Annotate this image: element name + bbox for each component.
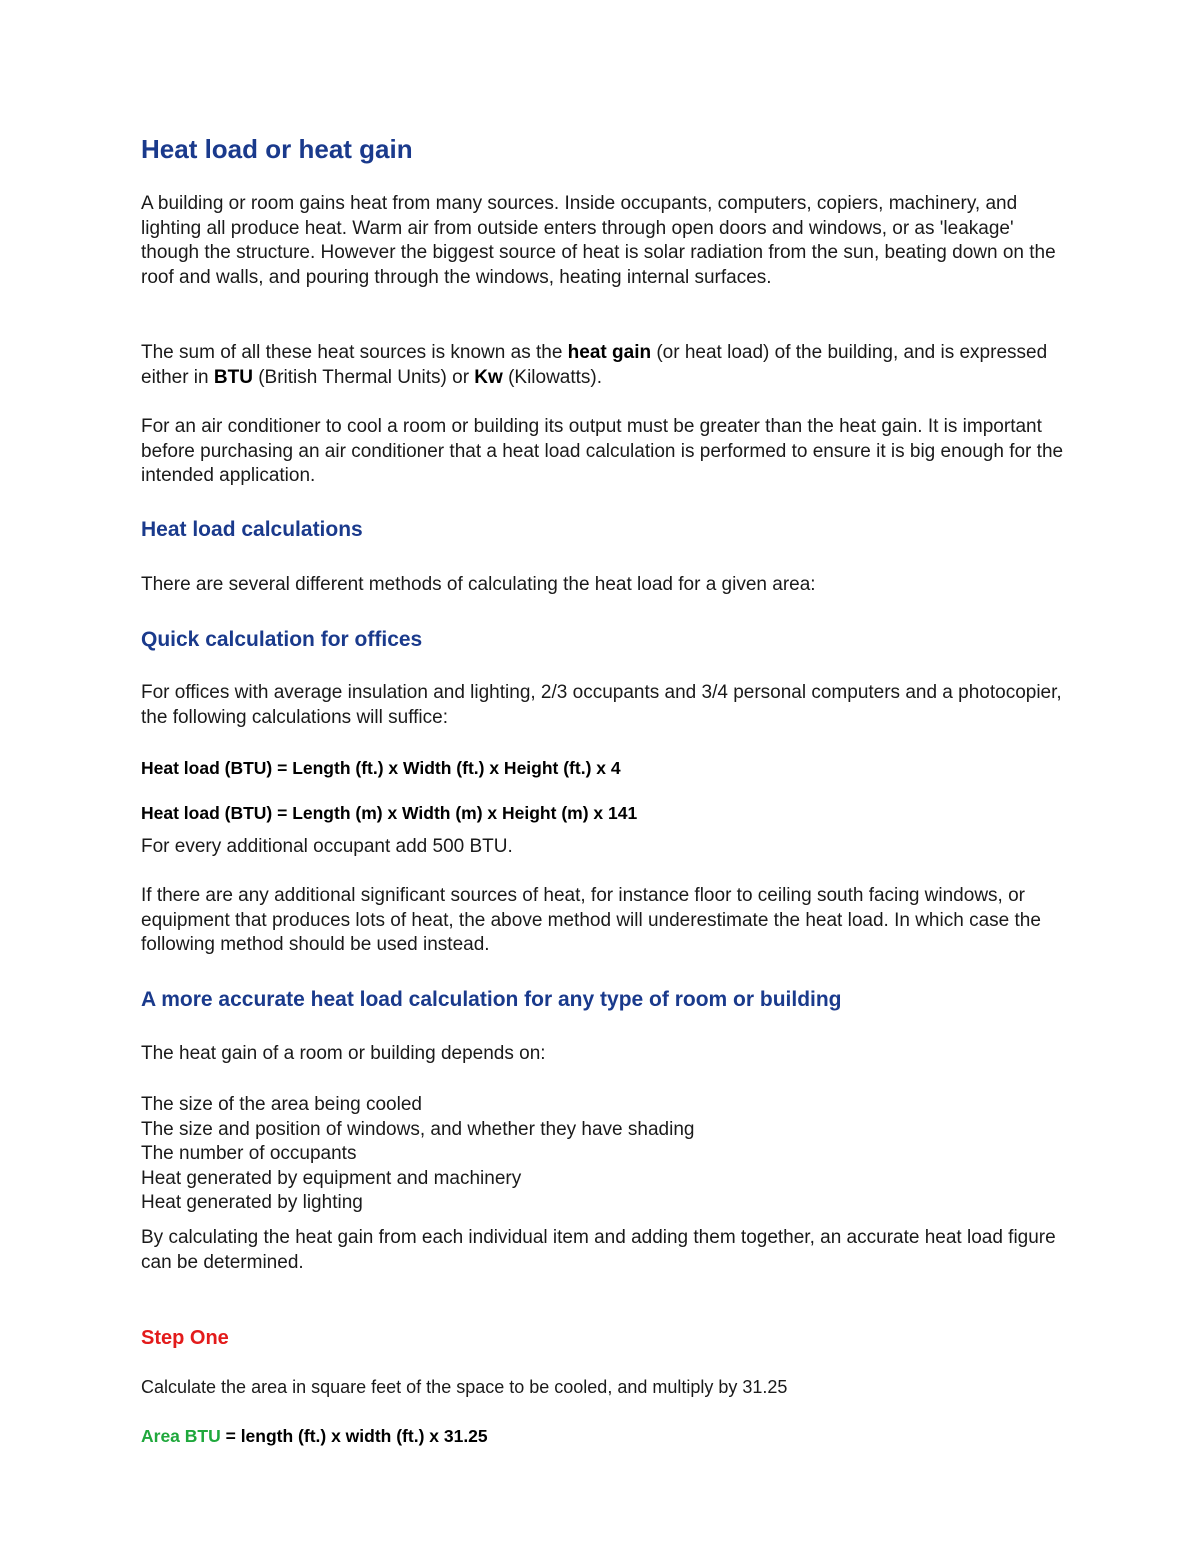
area-btu-formula: Area BTU = length (ft.) x width (ft.) x 31.25 <box>141 1426 488 1446</box>
formula-feet: Heat load (BTU) = Length (ft.) x Width (ft.) x Height (ft.) x 4 <box>141 758 621 778</box>
step-one-heading: Step One <box>141 1327 229 1349</box>
summing-paragraph: By calculating the heat gain from each individual item and adding them together, an accurate heat load figure can be determined. <box>141 1227 1056 1273</box>
heat-gain-term: heat gain <box>567 342 652 363</box>
calculations-intro: There are several different methods of calculating the heat load for a given area: <box>141 574 816 595</box>
section-heading-accurate-calculation: A more accurate heat load calculation for any type of room or building <box>141 988 842 1011</box>
list-item: Heat generated by equipment and machinery <box>141 1167 522 1189</box>
list-item: The size of the area being cooled <box>141 1094 422 1115</box>
list-item: The number of occupants <box>141 1143 357 1164</box>
additional-sources-paragraph: If there are any additional significant sources of heat, for instance floor to ceiling south facing windows, or equipment that produces lots of heat, the above method will underestimate the heat load. In which case the following method should be used instead. <box>141 885 1041 955</box>
area-btu-label: Area BTU <box>141 1426 221 1446</box>
step-one-paragraph: Calculate the area in square feet of the space to be cooled, and multiply by 31.25 <box>141 1377 788 1397</box>
section-heading-calculations: Heat load calculations <box>141 518 363 541</box>
formula-metres: Heat load (BTU) = Length (m) x Width (m) x Height (m) x 141 <box>141 803 638 823</box>
heat-gain-factors-list <box>141 1093 1071 1216</box>
section-heading-quick-calculation: Quick calculation for offices <box>141 628 423 651</box>
list-item: Heat generated by lighting <box>141 1192 363 1213</box>
btu-term: BTU <box>213 366 253 388</box>
kw-term: Kw <box>474 366 503 388</box>
heat-gain-paragraph: The sum of all these heat sources is known as the heat gain (or heat load) of the building, and is expressed either in BTU (British Thermal Units) or Kw (Kilowatts). <box>141 342 1048 388</box>
page-title: Heat load or heat gain <box>141 134 413 164</box>
list-item: The size and position of windows, and whether they have shading <box>141 1118 695 1140</box>
quick-calculation-paragraph: For offices with average insulation and lighting, 2/3 occupants and 3/4 personal computers and a photocopier, the following calculations will suffice: <box>141 682 1062 728</box>
air-conditioner-paragraph: For an air conditioner to cool a room or building its output must be greater than the heat gain. It is important before purchasing an air conditioner that a heat load calculation is performed to ensure it is big enough for the intended application. <box>141 416 1064 486</box>
intro-paragraph: A building or room gains heat from many sources. Inside occupants, computers, copiers, machinery, and lighting all produce heat. Warm air from outside enters through open doors and windows, or as 'leakage' though the structure. However the biggest source of heat is solar radiation from the sun, beating down on the roof and walls, and pouring through the windows, heating internal surfaces. <box>141 193 1056 288</box>
additional-occupant-paragraph: For every additional occupant add 500 BTU. <box>141 836 513 857</box>
depends-on-paragraph: The heat gain of a room or building depends on: <box>141 1043 546 1064</box>
